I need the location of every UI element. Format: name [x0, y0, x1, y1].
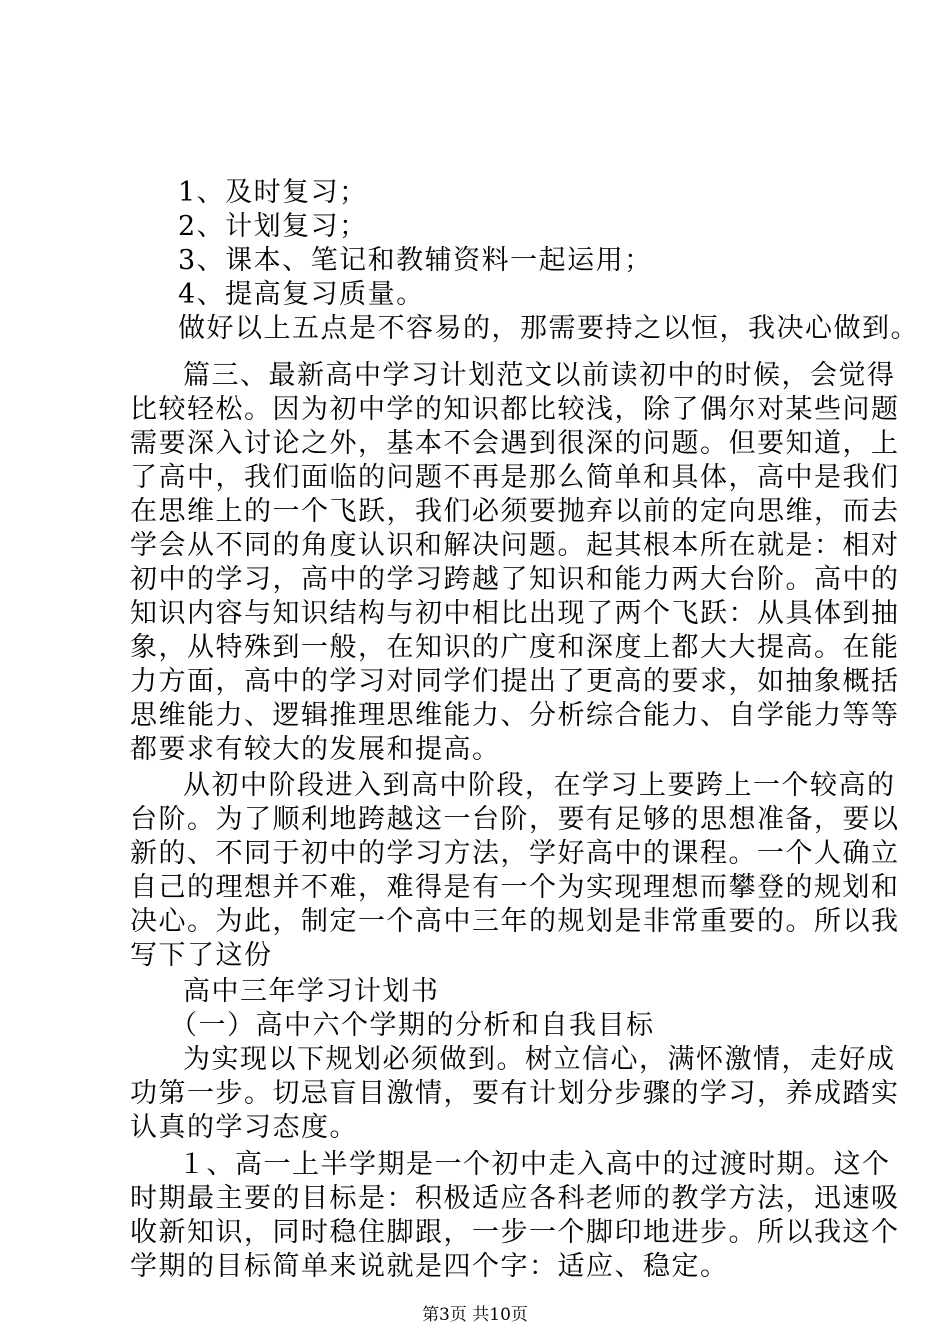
paragraph-line: 功第一步。切忌盲目激情，要有计划分步骤的学习，养成踏实: [130, 1078, 900, 1109]
section-heading: （一）高中六个学期的分析和自我目标: [170, 1010, 655, 1041]
paragraph-line: 都要求有较大的发展和提高。: [130, 734, 501, 765]
page-number: 第3页 共10页: [422, 1305, 528, 1325]
list-item: 1、及时复习；: [178, 177, 368, 208]
paragraph-line: 学期的目标简单来说就是四个字：适应、稳定。: [130, 1251, 729, 1282]
list-item: 3、课本、笔记和教辅资料一起运用；: [178, 245, 653, 276]
paragraph-line: 决心。为此，制定一个高中三年的规划是非常重要的。所以我: [130, 906, 900, 937]
paragraph-line: 新的、不同于初中的学习方法，学好高中的课程。一个人确立: [130, 838, 900, 869]
paragraph-line: 初中的学习，高中的学习跨越了知识和能力两大台阶。高中的: [130, 564, 900, 595]
paragraph-line: 力方面，高中的学习对同学们提出了更高的要求，如抽象概括: [130, 666, 900, 697]
paragraph-line: １、高一上半学期是一个初中走入高中的过渡时期。这个: [178, 1149, 891, 1180]
paragraph-line: 收新知识，同时稳住脚跟，一步一个脚印地进步。所以我这个: [130, 1217, 900, 1248]
plan-title: 高中三年学习计划书: [183, 976, 440, 1007]
paragraph-line: 知识内容与知识结构与初中相比出现了两个飞跃：从具体到抽: [130, 598, 900, 629]
list-item: 2、计划复习；: [178, 211, 368, 242]
paragraph-line: 了高中，我们面临的问题不再是那么简单和具体，高中是我们: [130, 462, 900, 493]
paragraph-line: 学会从不同的角度认识和解决问题。起其根本所在就是：相对: [130, 530, 900, 561]
paragraph-line: 台阶。为了顺利地跨越这一台阶，要有足够的思想准备，要以: [130, 804, 900, 835]
summary-line: 做好以上五点是不容易的，那需要持之以恒，我决心做到。: [178, 313, 919, 344]
paragraph-line: 比较轻松。因为初中学的知识都比较浅，除了偶尔对某些问题: [130, 394, 900, 425]
paragraph-line: 从初中阶段进入到高中阶段，在学习上要跨上一个较高的: [183, 770, 896, 801]
paragraph-line: 象，从特殊到一般，在知识的广度和深度上都大大提高。在能: [130, 632, 900, 663]
list-item: 4、提高复习质量。: [178, 279, 425, 310]
paragraph-line: 思维能力、逻辑推理思维能力、分析综合能力、自学能力等等: [130, 700, 900, 731]
paragraph-line: 认真的学习态度。: [130, 1112, 358, 1143]
paragraph-line: 为实现以下规划必须做到。树立信心，满怀激情，走好成: [183, 1044, 896, 1075]
paragraph-line: 时期最主要的目标是：积极适应各科老师的教学方法，迅速吸: [130, 1183, 900, 1214]
paragraph-line: 在思维上的一个飞跃，我们必须要抛弃以前的定向思维，而去: [130, 496, 900, 527]
paragraph-line: 写下了这份: [130, 940, 273, 971]
paragraph-line: 需要深入讨论之外，基本不会遇到很深的问题。但要知道，上: [130, 428, 900, 459]
paragraph-line: 自己的理想并不难，难得是有一个为实现理想而攀登的规划和: [130, 872, 900, 903]
paragraph-line: 篇三、最新高中学习计划范文以前读初中的时候，会觉得: [183, 360, 896, 391]
